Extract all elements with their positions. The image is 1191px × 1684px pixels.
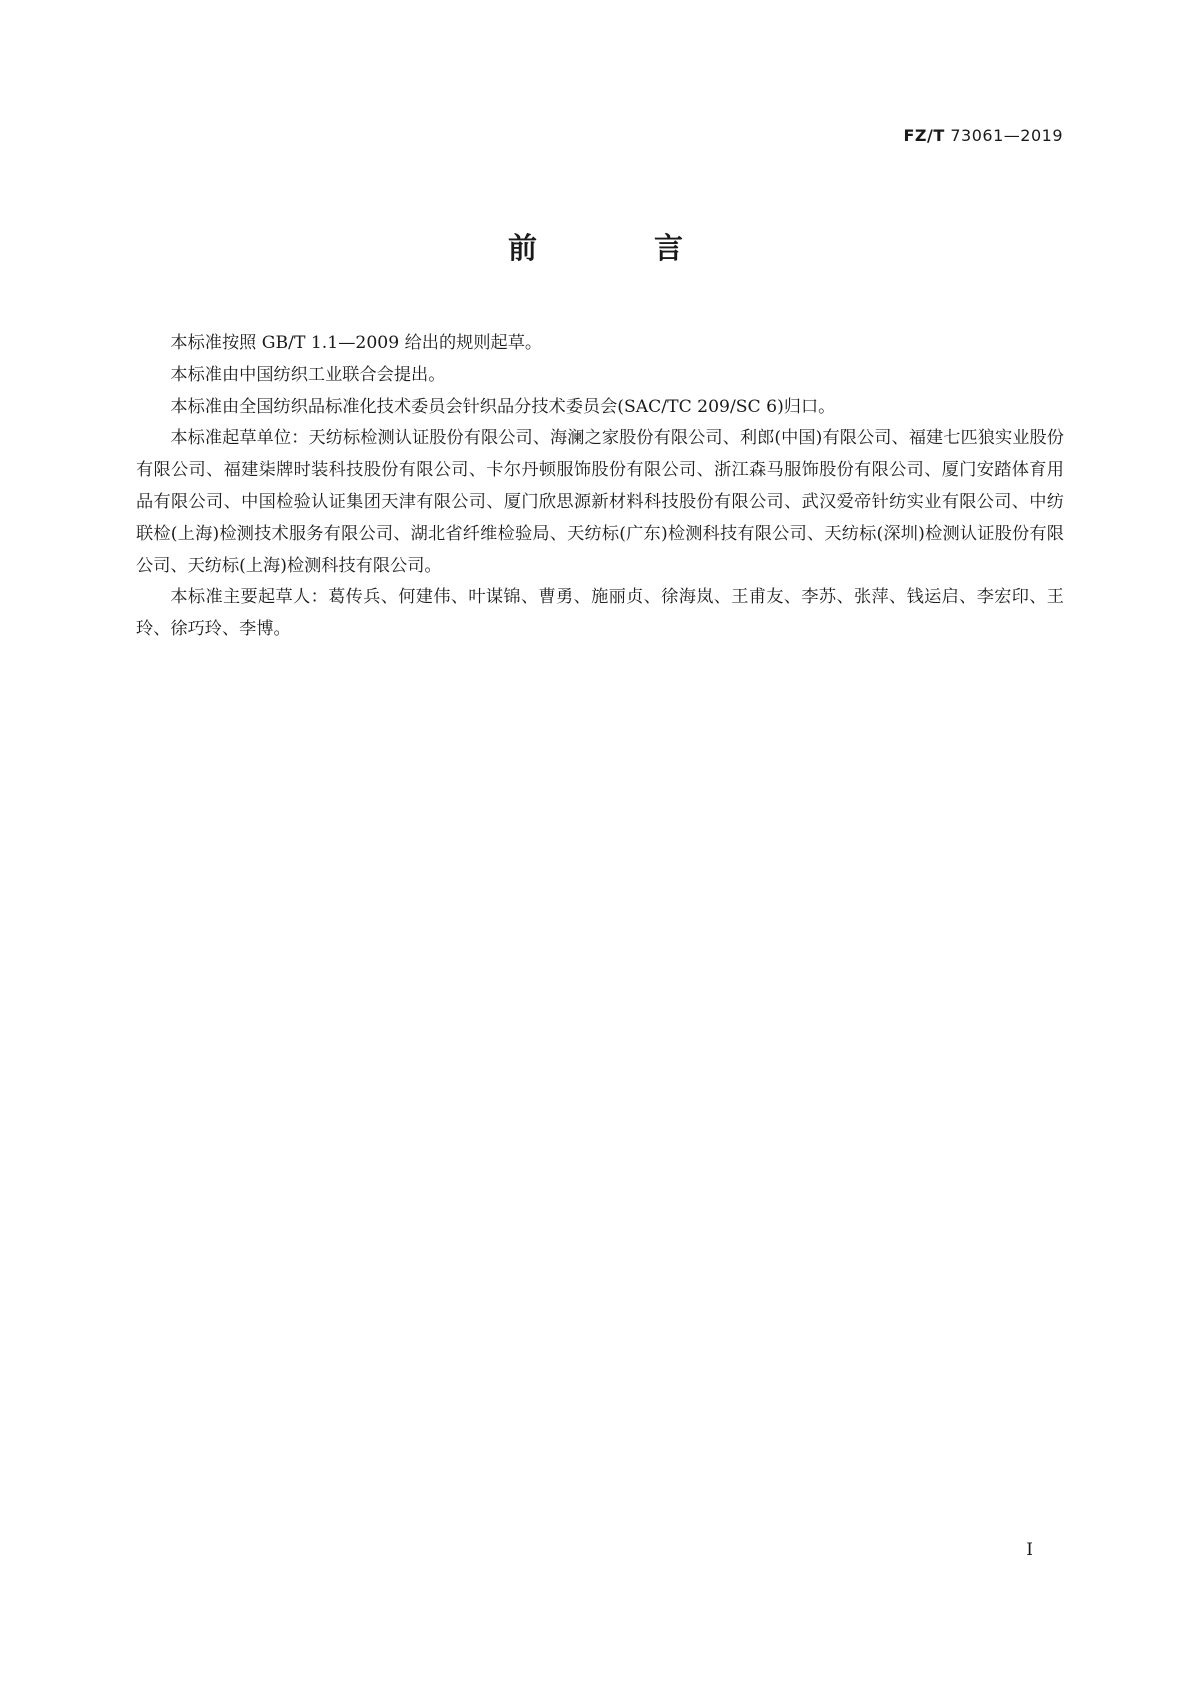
page-number: I — [1026, 1540, 1033, 1560]
page-title: 前 言 — [507, 231, 727, 265]
paragraph-drafting-units: 本标准起草单位：天纺标检测认证股份有限公司、海澜之家股份有限公司、利郎(中国)有限公司、福建七匹狼实业股份有限公司、福建柒牌时装科技股份有限公司、卡尔丹顿服饰股份有限公司、浙江森马服饰股份有限公司、厦门安踏体育用品有限公司、中国检验认证集团天津有限公司、厦门欣思源新材料科技股份有限公司、武汉爱帝针纺实业有限公司、中纺联检(上海)检测技术服务有限公司、湖北省纤维检验局、天纺标(广东)检测科技有限公司、天纺标(深圳)检测认证股份有限公司、天纺标(上海)检测科技有限公司。 — [136, 428, 1064, 576]
standard-prefix: FZ/T — [903, 126, 945, 145]
standard-code: 73061—2019 — [950, 126, 1063, 145]
paragraph-drafters: 本标准主要起草人：葛传兵、何建伟、叶谋锦、曹勇、施丽贞、徐海岚、王甫友、李苏、张萍、钱运启、李宏印、王玲、徐巧玲、李博。 — [136, 587, 1064, 640]
paragraph-committee: 本标准由全国纺织品标准化技术委员会针织品分技术委员会(SAC/TC 209/SC 6)归口。 — [170, 396, 836, 417]
paragraph-proposer: 本标准由中国纺织工业联合会提出。 — [170, 364, 446, 385]
foreword-body — [136, 328, 1064, 646]
paragraph-drafting-rules: 本标准按照 GB/T 1.1—2009 给出的规则起草。 — [170, 333, 543, 353]
standard-number — [903, 126, 1063, 145]
